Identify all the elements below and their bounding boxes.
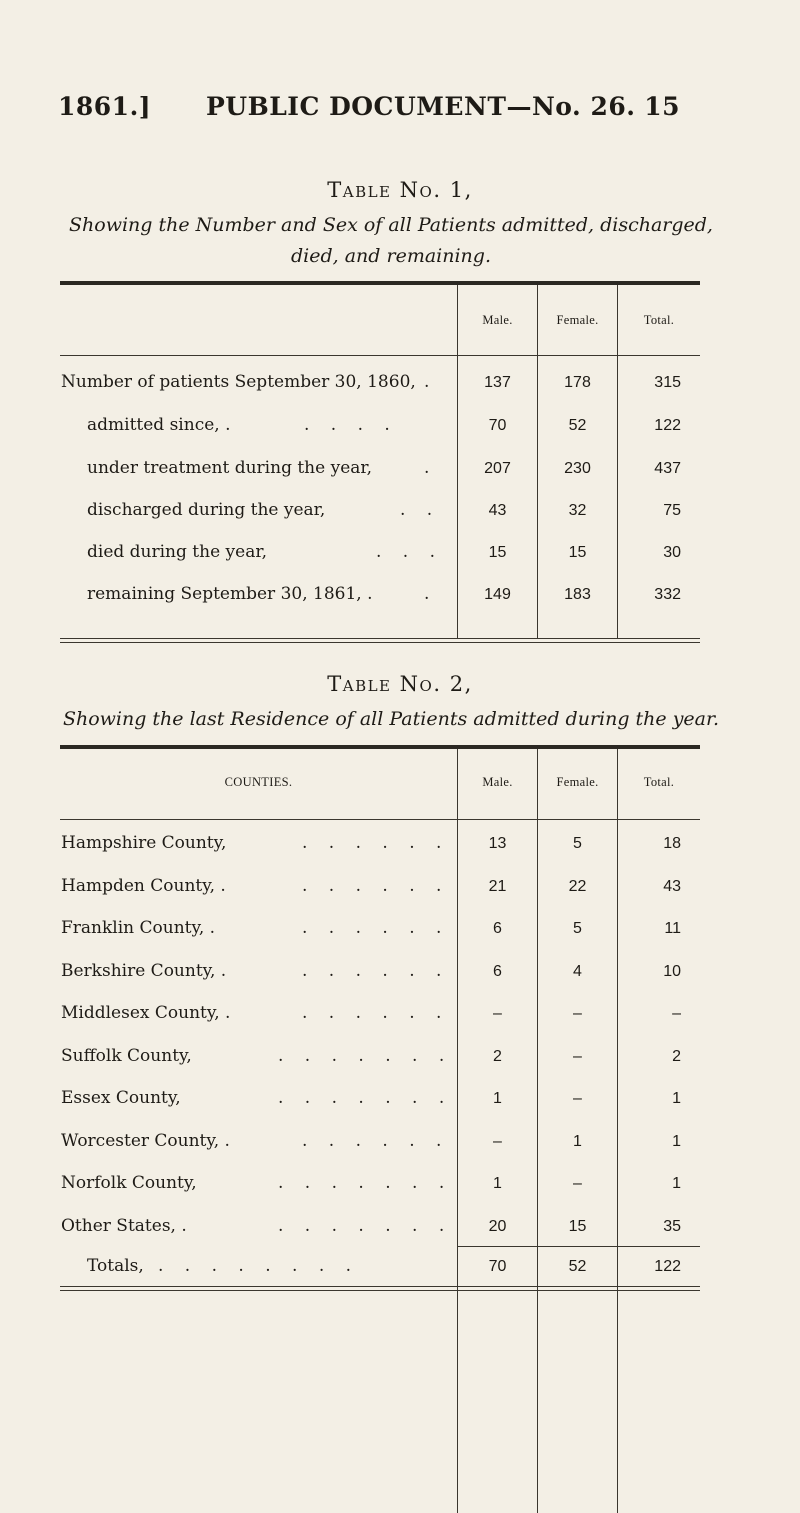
total-value: 1 [672,1133,681,1150]
male-value: 149 [484,586,511,603]
female-value: 22 [568,878,587,895]
male-value: 15 [488,544,507,561]
leader-dots: . . . . . . [302,918,450,938]
county-label: Other States, . [61,1216,187,1236]
female-value: 52 [568,417,587,434]
female-value: – [573,1090,582,1107]
female-value: 5 [573,835,582,852]
table2-bottom-rule-2 [60,1290,700,1291]
table2-col-male: Male. [482,775,513,789]
leader-dots: . . . . . . [302,961,450,981]
male-value: 2 [493,1048,502,1065]
leader-dots: . [424,372,438,392]
table2-col-total: Total. [643,775,675,789]
table1-header-rule [60,355,700,356]
total-value: 332 [654,586,681,603]
leader-dots: . . . . . . . [278,1216,453,1236]
female-total: 52 [568,1258,587,1275]
female-value: 178 [564,374,591,391]
county-label: Franklin County, . [61,918,216,938]
header-year: 1861.] [58,92,152,121]
table1-caption: Table No. 1, [327,178,473,202]
male-total: 70 [488,1258,507,1275]
leader-dots: . . . . . . . . [158,1256,360,1276]
table1-subtitle: Showing the Number and Sex of all Patients admitted, discharged, died, and remaining. [69,214,713,267]
row-label: remaining September 30, 1861, . [87,584,373,604]
leader-dots: . . . . . . [302,876,450,896]
row-label: under treatment during the year, [87,458,373,478]
leader-dots: . . . [376,542,444,562]
totals-rule [458,1246,700,1247]
male-value: 6 [493,963,502,980]
row-label: admitted since, . [87,415,231,435]
table2-bottom-rule-1 [60,1286,700,1287]
table2-subtitle: Showing the last Residence of all Patients admitted during the year. [62,708,720,730]
total-value: – [672,1005,681,1022]
female-value: 4 [573,963,582,980]
county-label: Hampshire County, [61,833,227,853]
male-value: 207 [484,460,511,477]
leader-dots: . [424,458,438,478]
county-label: Hampden County, . [61,876,226,896]
total-value: 315 [654,374,681,391]
row-label: discharged during the year, [87,500,326,520]
male-value: 43 [488,502,507,519]
table1-top-rule [60,281,700,285]
leader-dots: . . . . . . . [278,1046,453,1066]
total-value: 30 [663,544,681,561]
table2-caption: Table No. 2, [327,672,473,696]
totals-label: Totals, [87,1256,144,1276]
male-value: 70 [488,417,507,434]
leader-dots: . . . . [304,415,398,435]
leader-dots: . . [400,500,441,520]
county-label: Middlesex County, . [61,1003,231,1023]
row-label: Number of patients September 30, 1860, [61,372,416,392]
female-value: 15 [568,1218,587,1235]
total-value: 18 [663,835,681,852]
male-value: 21 [488,878,507,895]
table2-top-rule [60,745,700,749]
female-value: – [573,1048,582,1065]
county-label: Berkshire County, . [61,961,227,981]
total-value: 43 [663,878,681,895]
male-value: – [493,1133,502,1150]
table2-col-counties: COUNTIES. [224,775,293,789]
running-header [58,92,680,132]
table1-bottom-rule-2 [60,642,700,643]
table1-bottom-rule-1 [60,638,700,639]
county-label: Worcester County, . [61,1131,230,1151]
table2-header-rule [60,819,700,820]
total-value: 122 [654,417,681,434]
leader-dots: . . . . . . [302,1131,450,1151]
page-number: 15 [644,92,680,121]
leader-dots: . . . . . . [302,1003,450,1023]
header-title: PUBLIC DOCUMENT—No. 26. [206,92,636,121]
leader-dots: . . . . . . [302,833,450,853]
table1-col-female: Female. [556,313,599,327]
total-value: 11 [664,920,681,937]
male-value: 1 [493,1090,502,1107]
grand-total: 122 [654,1258,681,1275]
table1-col-total: Total. [643,313,675,327]
leader-dots: . [424,584,438,604]
total-value: 437 [654,460,681,477]
county-label: Essex County, [61,1088,181,1108]
total-value: 10 [663,963,681,980]
female-value: – [573,1175,582,1192]
male-value: – [493,1005,502,1022]
table2-col-female: Female. [556,775,599,789]
female-value: 183 [564,586,591,603]
row-label: died during the year, [87,542,268,562]
total-value: 75 [663,502,681,519]
county-label: Norfolk County, [61,1173,197,1193]
female-value: 32 [568,502,587,519]
leader-dots: . . . . . . . [278,1173,453,1193]
female-value: 15 [568,544,587,561]
female-value: 230 [564,460,591,477]
male-value: 13 [488,835,507,852]
male-value: 137 [484,374,511,391]
leader-dots: . . . . . . . [278,1088,453,1108]
female-value: 1 [573,1133,582,1150]
total-value: 1 [672,1090,681,1107]
female-value: 5 [573,920,582,937]
total-value: 35 [663,1218,681,1235]
county-label: Suffolk County, [61,1046,192,1066]
total-value: 1 [672,1175,681,1192]
male-value: 20 [488,1218,507,1235]
total-value: 2 [672,1048,681,1065]
table1-col-male: Male. [482,313,513,327]
female-value: – [573,1005,582,1022]
male-value: 6 [493,920,502,937]
male-value: 1 [493,1175,502,1192]
